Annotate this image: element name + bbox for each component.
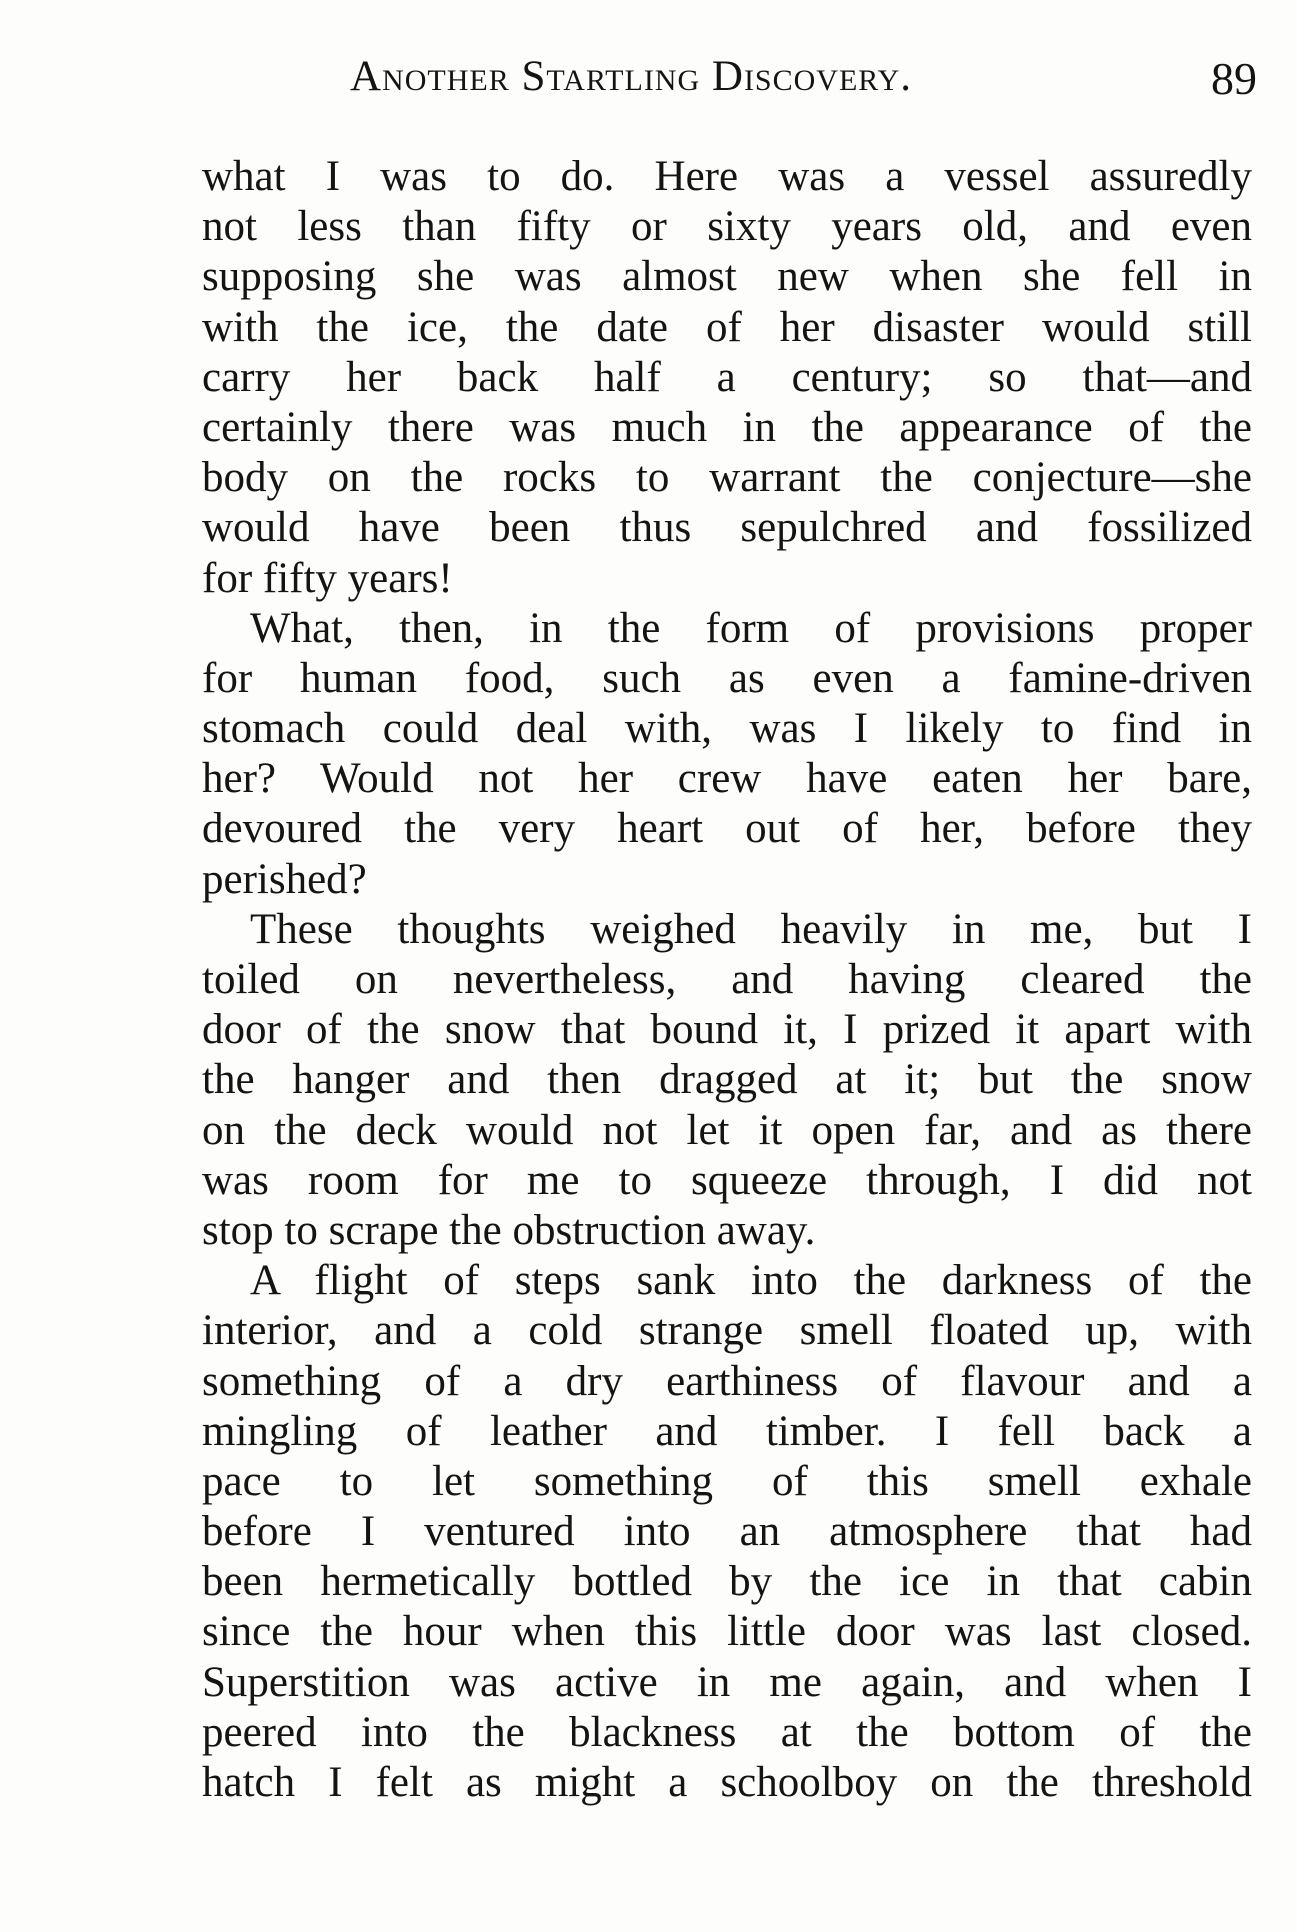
text-line: was room for me to squeeze through, I did not <box>202 1156 1252 1204</box>
running-head <box>205 52 1257 122</box>
text-line: carry her back half a century; so that—and <box>202 353 1252 401</box>
text-line: peered into the blackness at the bottom of the <box>202 1708 1252 1756</box>
text-line: before I ventured into an atmosphere that had <box>202 1508 1252 1556</box>
page-number: 89 <box>1211 53 1257 104</box>
text-line: What, then, in the form of provisions proper <box>250 604 1252 652</box>
text-line: her? Would not her crew have eaten her bare, <box>202 755 1252 803</box>
text-line: for fifty years! <box>202 554 453 602</box>
text-line: since the hour when this little door was last closed. <box>202 1608 1252 1656</box>
text-line: pace to let something of this smell exhale <box>202 1457 1252 1505</box>
paragraph-3 <box>202 905 1252 1256</box>
text-line: certainly there was much in the appearance of the <box>202 403 1252 451</box>
text-line: stomach could deal with, was I likely to find in <box>202 705 1252 753</box>
text-line: stop to scrape the obstruction away. <box>202 1206 816 1254</box>
text-line: on the deck would not let it open far, and as there <box>202 1106 1252 1154</box>
text-line: something of a dry earthiness of flavour and a <box>202 1357 1252 1405</box>
text-line: for human food, such as even a famine-driven <box>202 654 1252 702</box>
text-line: interior, and a cold strange smell floated up, with <box>202 1307 1252 1355</box>
text-line: door of the snow that bound it, I prized it apart with <box>202 1006 1252 1054</box>
text-line: what I was to do. Here was a vessel assuredly <box>202 153 1252 200</box>
text-line: been hermetically bottled by the ice in that cabin <box>202 1558 1252 1606</box>
text-line: with the ice, the date of her disaster would still <box>202 303 1252 351</box>
body-text <box>202 152 1252 1808</box>
text-line: Superstition was active in me again, and when I <box>202 1658 1252 1706</box>
running-title: Another Startling Discovery. <box>350 53 913 100</box>
text-line: would have been thus sepulchred and fossilized <box>202 504 1252 552</box>
paragraph-1 <box>202 152 1252 604</box>
text-line: toiled on nevertheless, and having cleared the <box>202 956 1252 1003</box>
text-line: body on the rocks to warrant the conjecture—she <box>202 454 1252 502</box>
text-line: perished? <box>202 855 367 903</box>
text-line: devoured the very heart out of her, before they <box>202 805 1252 853</box>
text-line: the hanger and then dragged at it; but the snow <box>202 1056 1252 1104</box>
text-line: hatch I felt as might a schoolboy on the threshold <box>202 1759 1252 1806</box>
paragraph-2 <box>202 604 1252 905</box>
text-line: These thoughts weighed heavily in me, but I <box>250 905 1252 953</box>
text-line: not less than fifty or sixty years old, and even <box>202 203 1252 251</box>
text-line: mingling of leather and timber. I fell back a <box>202 1407 1252 1455</box>
paragraph-4 <box>202 1256 1252 1808</box>
text-line: supposing she was almost new when she fell in <box>202 253 1252 301</box>
text-line: A flight of steps sank into the darkness of the <box>250 1257 1252 1305</box>
